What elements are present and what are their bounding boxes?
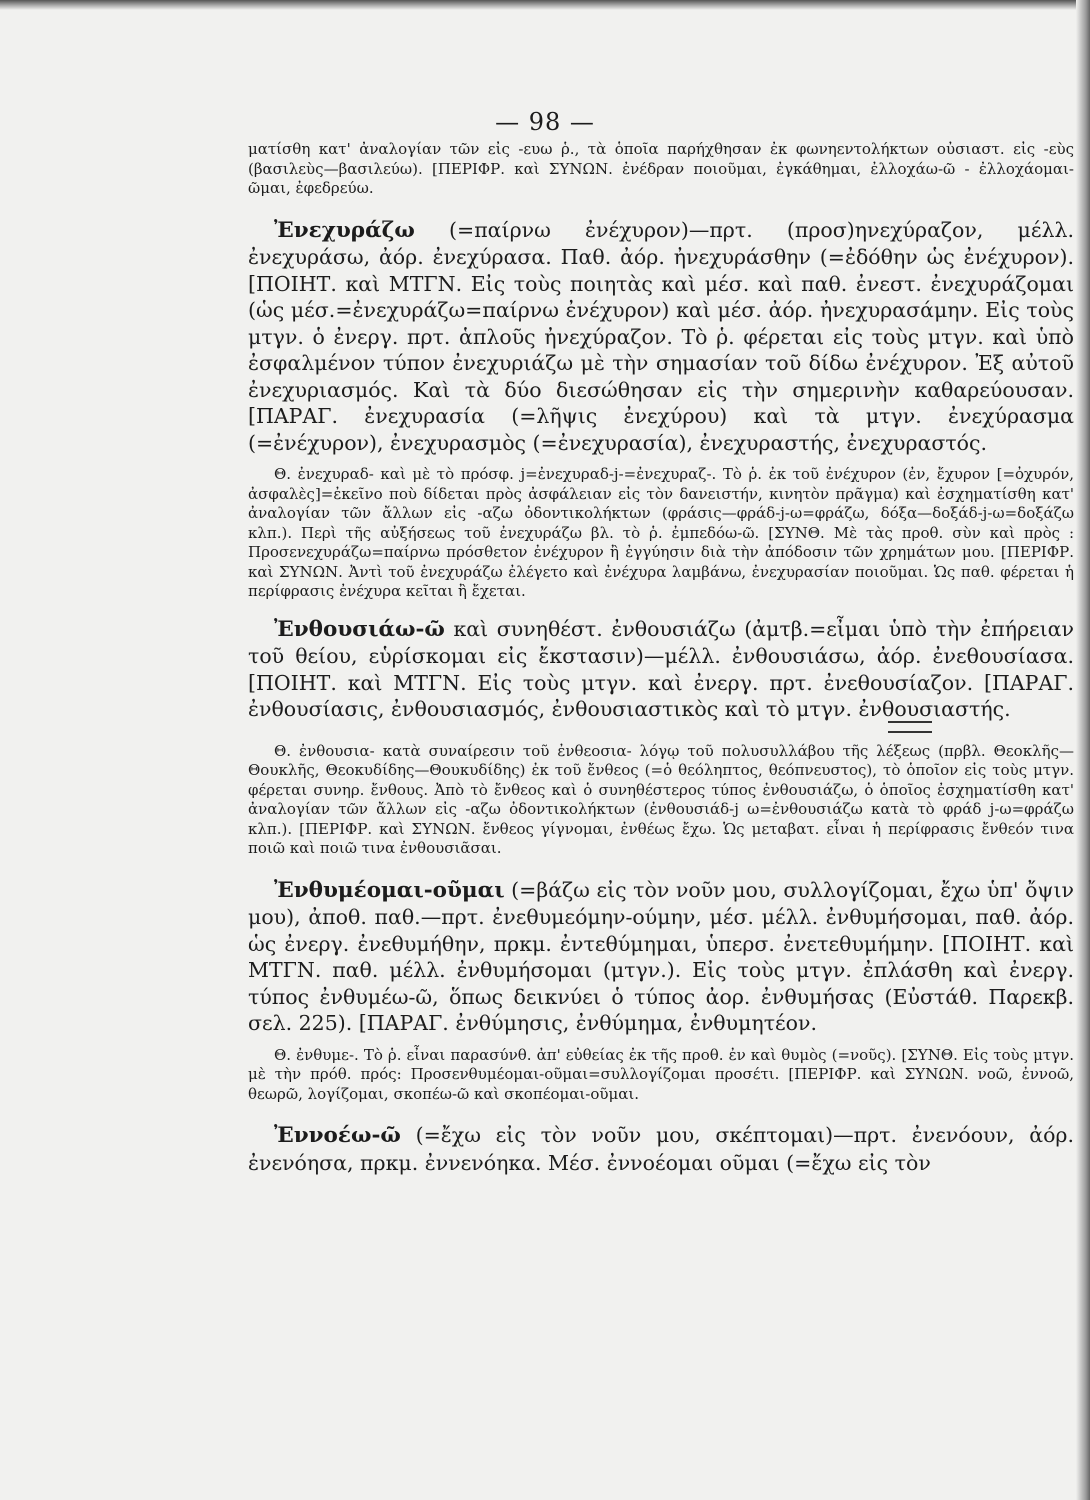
headword-enechyrazo: Ἐνεχυράζω (274, 217, 415, 243)
etymology-enthymeomai: Θ. ἐνθυμε-. Τὸ ῥ. εἶναι παρασύνθ. ἀπ' εὐθείας ἐκ τῆς προθ. ἐν καὶ θυμὸς (=νοῦς). [ΣΥΝΘ. Εἰς τοὺς μτγν. μὲ τὴν πρόθ. πρός: Προσενθυμέομαι-οῦμαι=συλλογίζομαι προσέτι. [ΠΕΡΙΦΡ. καὶ ΣΥΝΩΝ. νοῶ, ἐννοῶ, θεωρῶ, λογίζομαι, σκοπέω-ῶ καὶ σκοπέομαι-οῦμαι. (248, 1045, 1074, 1103)
etymology-enechyrazo: Θ. ἐνεχυραδ- καὶ μὲ τὸ πρόσφ. j=ἐνεχυραδ-j-=ἐνεχυραζ-. Τὸ ῥ. ἐκ τοῦ ἐνέχυρον (ἐν, ἔχυρον [=ὀχυρόν, ἀσφαλὲς]=ἐκεῖνο ποὺ δίδεται πρὸς ἀσφάλειαν εἰς τὸν δανειστήν, κινητὸν πρᾶγμα) καὶ ἐσχηματίσθη κατ' ἀναλογίαν τῶν ἄλλων εἰς -αζω ὀδοντικολήκτων (φράσις—φράδ-j-ω=φράζω, δόξα—δοξάδ-j-ω=δοξάζω κλπ.). Περὶ τῆς αὐξήσεως τοῦ ἐνεχυράζω βλ. τὸ ῥ. ἐμπεδόω-ῶ. [ΣΥΝΘ. Μὲ τὰς προθ. σὺν καὶ πρὸς : Προσενεχυράζω=παίρνω πρόσθετον ἐνέχυρον ἢ ἐγγύησιν διὰ τὴν ἀπόδοσιν τῶν χρημάτων μου. [ΠΕΡΙΦΡ. καὶ ΣΥΝΩΝ. Ἀντὶ τοῦ ἐνεχυράζω ἐλέγετο καὶ ἐνέχυρα λαμβάνω, ἐνεχυρασίαν ποιοῦμαι. Ὡς παθ. φέρεται ἡ περίφρασις ἐνέχυρα κεῖται ἢ ἔχεται. (248, 465, 1074, 600)
entry-ennoeo-body: (=ἔχω εἰς τὸν νοῦν μου, σκέπτομαι)—πρτ. ἐνενόουν, ἀόρ. ἐνενόησα, πρκμ. ἐννενόηκα. Μέσ. ἐννοέομαι οῦμαι (=ἔχω εἰς τὸν (248, 1123, 1074, 1175)
entry-enechyrazo-body: (=παίρνω ἐνέχυρον)—πρτ. (προσ)ηνεχύραζον, μέλλ. ἐνεχυράσω, ἀόρ. ἐνεχύρασα. Παθ. ἀόρ. ἠνεχυράσθην (=ἐδόθην ὡς ἐνέχυρον). [ΠΟΙΗΤ. καὶ ΜΤΓΝ. Εἰς τοὺς ποιητὰς καὶ μέσ. καὶ παθ. ἐνεστ. ἐνεχυράζομαι (ὡς μέσ.=ἐνεχυράζω=παίρνω ἐνέχυρον) καὶ μέσ. ἀόρ. ἠνεχυρασάμην. Εἰς τοὺς μτγν. ὁ ἐνεργ. πρτ. ἁπλοῦς ἠνεχύραζον. Τὸ ῥ. φέρεται εἰς τοὺς μτγν. καὶ ὑπὸ ἐσφαλμένον τύπον ἐνεχυριάζω μὲ τὴν σημασίαν τοῦ δίδω ἐνέχυρον. Ἐξ αὐτοῦ ἐνεχυριασμός. Καὶ τὰ δύο διεσώθησαν εἰς τὴν σημερινὴν καθαρεύουσαν. [ΠΑΡΑΓ. ἐνεχυρασία (=λῆψις ἐνεχύρου) καὶ τὰ μτγν. ἐνεχύρασμα (=ἐνέχυρον), ἐνεχυρασμὸς (=ἐνεχυρασία), ἐνεχυραστής, ἐνεχυραστός. (248, 217, 1074, 455)
headword-enthymeomai: Ἐνθυμέομαι-οῦμαι (274, 877, 505, 903)
etymology-enthousiao: Θ. ἐνθουσια- κατὰ συναίρεσιν τοῦ ἐνθεοσια- λόγῳ τοῦ πολυσυλλάβου τῆς λέξεως (πρβλ. Θεοκλῆς—Θουκλῆς, Θεοκυδίδης—Θουκυδίδης) ἐκ τοῦ ἔνθεος (=ὁ θεόληπτος, θεόπνευστος), τὸ ὁποῖον εἰς τοὺς μτγν. φέρεται συνηρ. ἔνθους. Ἀπὸ τὸ ἔνθεος καὶ ὁ συνηθέστερος τύπος ἐνθουσιάζω, ὁ ὁποῖος ἐσχηματίσθη κατ' ἀναλογίαν τῶν ἄλλων εἰς -αζω ὀδοντικολήκτων (ἐνθουσιάδ-j ω=ἐνθουσιάζω κατὰ τὸ φράδ j-ω=φράζω κλπ.). [ΠΕΡΙΦΡ. καὶ ΣΥΝΩΝ. ἔνθεος γίγνομαι, ἐνθέως ἔχω. Ὡς μεταβατ. εἶναι ἡ περίφρασις ἔνθεόν τινα ποιῶ καὶ ποιῶ τινα ἐνθουσιᾶσαι. (248, 741, 1074, 857)
entry-enthymeomai (248, 877, 1074, 1037)
entry-ennoeo (248, 1122, 1074, 1176)
headword-ennoeo: Ἐννοέω-ῶ (274, 1123, 401, 1148)
headword-enthousiao: Ἐνθουσιάω-ῶ (274, 616, 445, 642)
scan-right-edge (1076, 0, 1090, 1500)
entry-continuation: ματίσθη κατ' ἀναλογίαν τῶν εἰς -ευω ῥ., τὰ ὁποῖα παρήχθησαν ἐκ φωνηεντολήκτων οὐσιαστ. εἰς -εὺς (βασιλεὺς—βασιλεύω). [ΠΕΡΙΦΡ. καὶ ΣΥΝΩΝ. ἐνέδραν ποιοῦμαι, ἐγκάθημαι, ἐλλοχάω-ῶ - ἐλλοχάομαι-ῶμαι, ἐφεδρεύω. (248, 140, 1074, 197)
entry-enthymeomai-body: (=βάζω εἰς τὸν νοῦν μου, συλλογίζομαι, ἔχω ὑπ' ὄψιν μου), ἀποθ. παθ.—πρτ. ἐνεθυμεόμην-ούμην, μέσ. μέλλ. ἐνθυμήσομαι, παθ. ἀόρ. ὡς ἐνεργ. ἐνεθυμήθην, πρκμ. ἐντεθύμημαι, ὑπερσ. ἐνετεθυμήμην. [ΠΟΙΗΤ. καὶ ΜΤΓΝ. παθ. μέλλ. ἐνθυμήσομαι (μτγν.). Εἰς τοὺς μτγν. ἐπλάσθη καὶ ἐνεργ. τύπος ἐνθυμέω-ῶ, ὅπως δεικνύει ὁ τύπος ἀορ. ἐνθυμήσας (Εὐστάθ. Παρεκβ. σελ. 225). [ΠΑΡΑΓ. ἐνθύμησις, ἐνθύμημα, ἐνθυμητέον. (248, 877, 1074, 1035)
entry-enthousiao-body: καὶ συνηθέστ. ἐνθουσιάζω (ἀμτβ.=εἶμαι ὑπὸ τὴν ἐπήρειαν τοῦ θείου, εὑρίσκομαι εἰς ἔκστασιν)—μέλλ. ἐνθουσιάσω, ἀόρ. ἐνεθουσίασα. [ΠΟΙΗΤ. καὶ ΜΤΓΝ. Εἰς τοὺς μτγν. καὶ ἐνεργ. πρτ. ἐνεθουσίαζον. [ΠΑΡΑΓ. ἐνθουσίασις, ἐνθουσιασμός, ἐνθουσιαστικὸς καὶ τὸ μτγν. ἐνθουσιαστής. (248, 616, 1074, 721)
page-body (248, 140, 1074, 1176)
entry-enthousiao (248, 616, 1074, 723)
scan-top-edge (0, 0, 1090, 10)
entry-enechyrazo (248, 217, 1074, 457)
page-number: — 98 — (495, 108, 595, 136)
